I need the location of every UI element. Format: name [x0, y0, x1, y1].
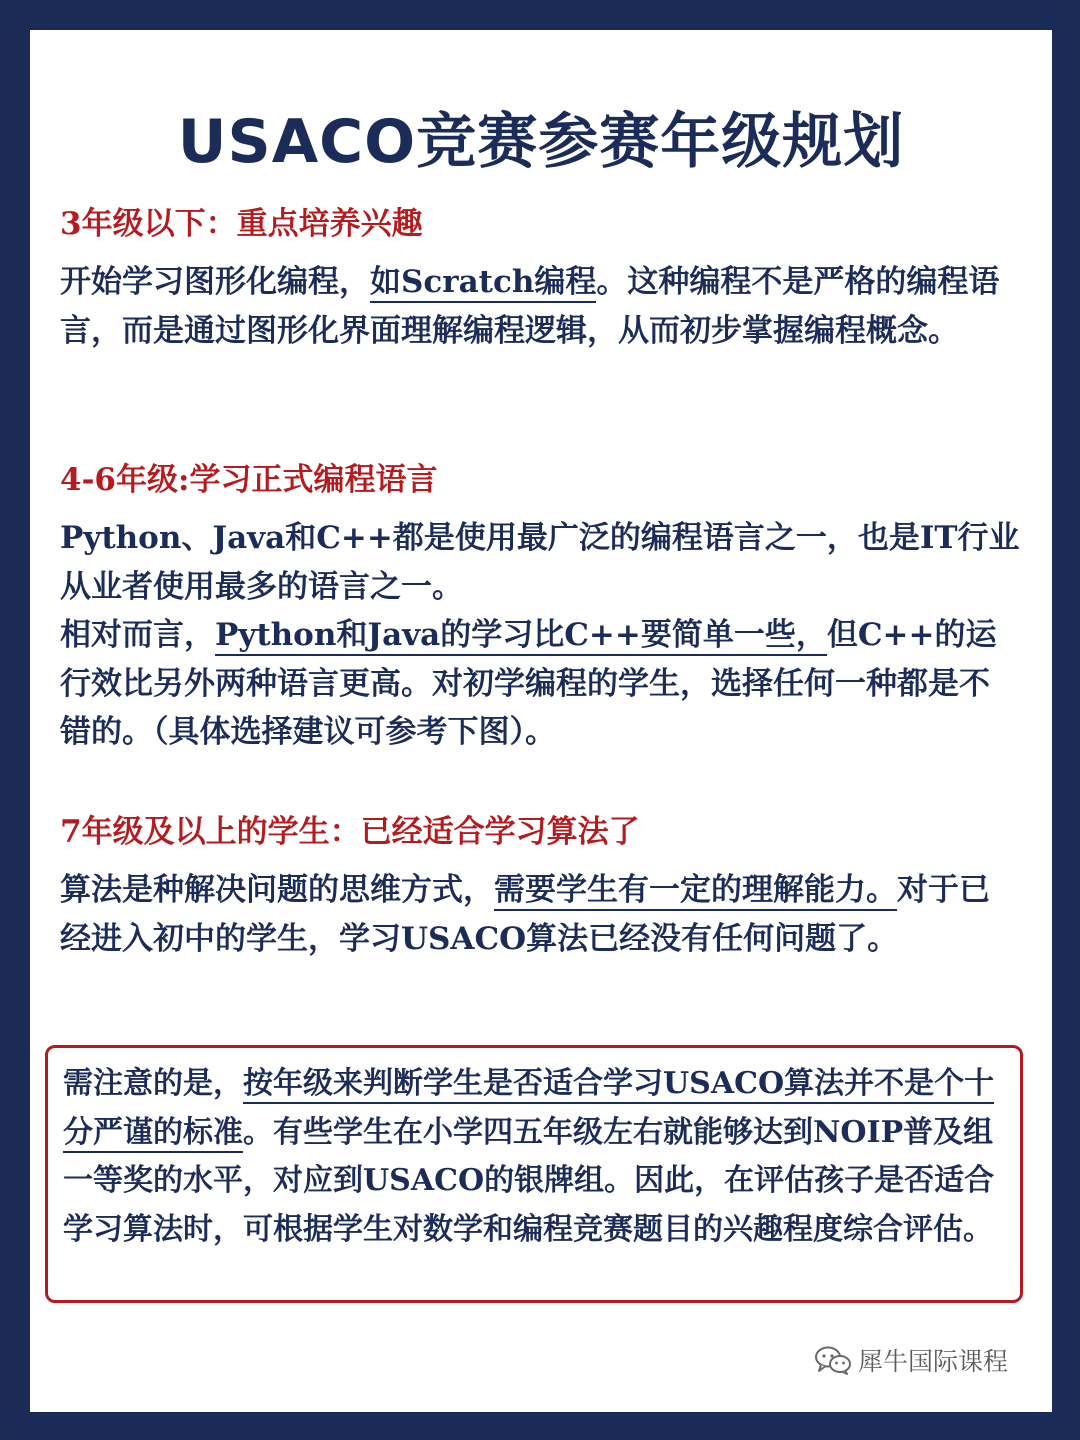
- section-paragraph: [60, 866, 1020, 963]
- paragraph-text: 需注意的是，: [63, 1066, 243, 1101]
- section-heading: 7年级及以上的学生：已经适合学习算法了: [60, 814, 640, 850]
- underlined-text: 需要学生有一定的理解能力。: [494, 872, 897, 911]
- paragraph-text: 算法是种解决问题的思维方式，: [60, 872, 494, 908]
- section-heading: 3年级以下：重点培养兴趣: [60, 206, 423, 242]
- watermark-text: 犀牛国际课程: [857, 1347, 1008, 1376]
- section-heading: 4-6年级:学习正式编程语言: [60, 462, 438, 498]
- note-paragraph: [63, 1060, 1004, 1254]
- page-title: USACO竞赛参赛年级规划: [177, 107, 905, 177]
- section-paragraph: [60, 611, 1020, 757]
- section-grade-7-above: [60, 810, 1020, 963]
- watermark: [814, 1342, 1008, 1378]
- paragraph-text: 但C++的运行效比另外两种语言更高。对初学编程的学生，选择任何一种都是不错的。（具体选择建议可参考下图）。: [60, 617, 997, 750]
- section-grade-4-6: [60, 458, 1020, 757]
- note-box: [45, 1045, 1023, 1303]
- underlined-text: 按年级来判断学生是否适合学习USACO算法并不是个十分严谨的标准: [63, 1066, 994, 1153]
- paragraph-text: 。这种编程不是严格的编程语言，而是通过图形化界面理解编程逻辑，从而初步掌握编程概念。: [60, 264, 1000, 349]
- paragraph-text: 对于已经进入初中的学生，学习USACO算法已经没有任何问题了。: [60, 872, 990, 957]
- section-paragraph: [60, 514, 1020, 611]
- underlined-text: Python和Java的学习比C++要简单一些，: [215, 617, 827, 656]
- paragraph-text: 相对而言，: [60, 617, 215, 653]
- section-paragraph: [60, 258, 1020, 355]
- paragraph-text: Python、Java和C++都是使用最广泛的编程语言之一，也是IT行业从业者使用最多的语言之一。: [60, 520, 1020, 605]
- paragraph-text: 开始学习图形化编程，: [60, 264, 370, 300]
- underlined-text: 如Scratch编程: [370, 264, 596, 303]
- paragraph-text: 。有些学生在小学四五年级左右就能够达到NOIP普及组一等奖的水平，对应到USACO的银牌组。因此，在评估孩子是否适合学习算法时，可根据学生对数学和编程竞赛题目的兴趣程度综合评估。: [63, 1114, 995, 1247]
- section-grade-3-below: [60, 202, 1020, 355]
- content-card: [30, 30, 1052, 1412]
- wechat-icon: [814, 1345, 852, 1375]
